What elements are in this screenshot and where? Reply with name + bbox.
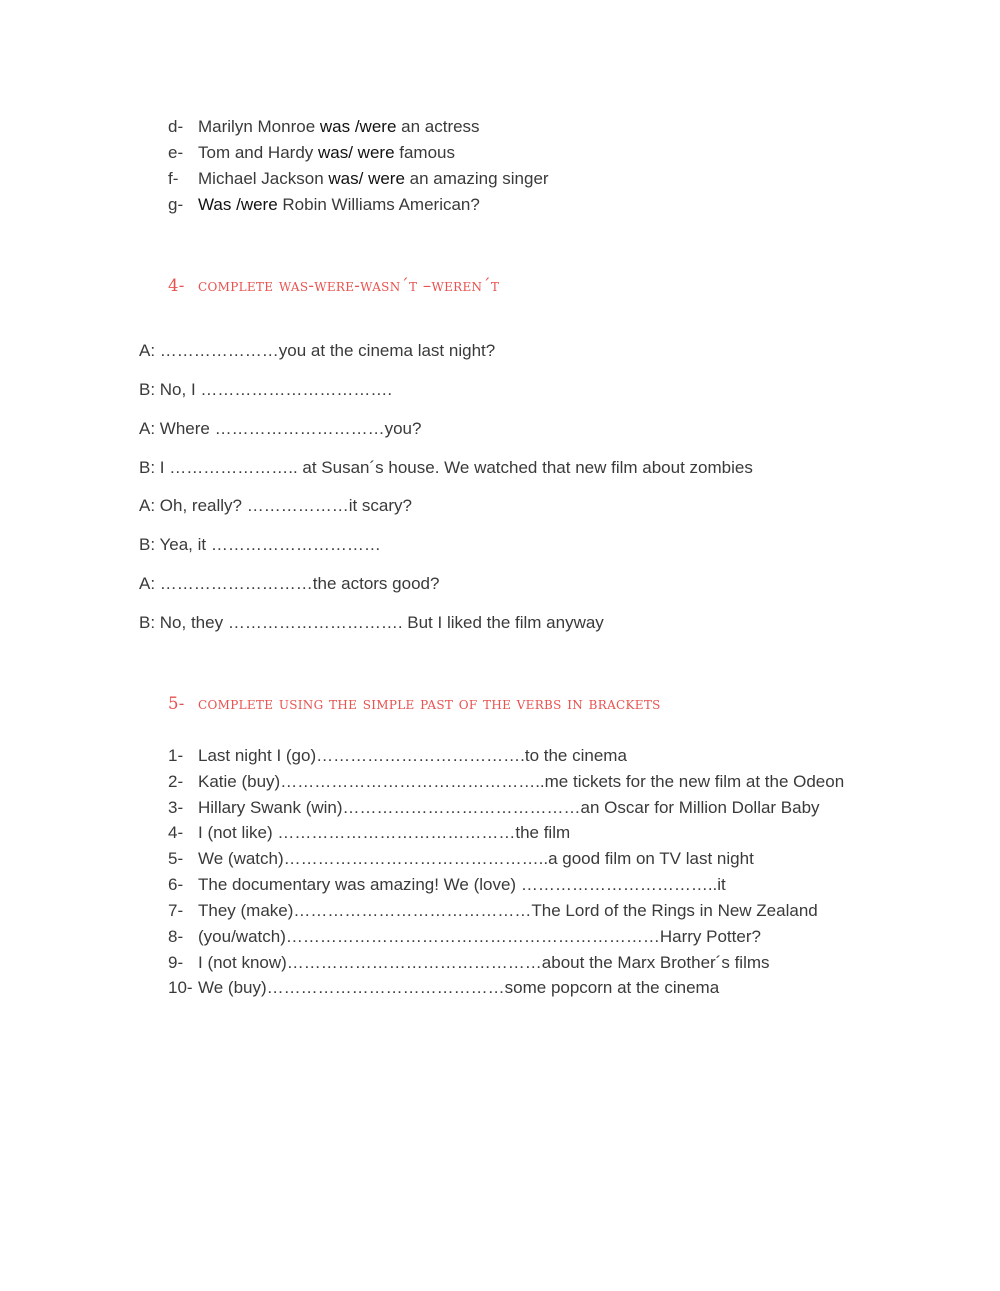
item-label: 8- <box>168 927 184 946</box>
section-title: complete using the simple past of the verbs in brackets <box>198 694 661 713</box>
item-label: 7- <box>168 901 184 920</box>
item-choice: Was /were <box>198 195 278 214</box>
dialog-line: A: …………………you at the cinema last night? <box>139 341 496 360</box>
item-label: 2- <box>168 772 184 791</box>
section-number: 5- <box>168 694 185 713</box>
item-text-post: Robin Williams American? <box>277 195 480 214</box>
item-text: I (not like) ……………………………………the film <box>198 823 571 842</box>
item-text: Hillary Swank (win)……………………………………an Oscar for Million Dollar Baby <box>198 798 820 817</box>
item-label: f- <box>168 169 179 188</box>
section-4-heading <box>168 276 868 298</box>
item-text <box>198 168 549 190</box>
item-text-pre: Marilyn Monroe <box>198 117 320 136</box>
item-text: The documentary was amazing! We (love) ……………………………..it <box>198 875 726 894</box>
item-text-post: an amazing singer <box>404 169 549 188</box>
item-text-post: famous <box>394 143 456 162</box>
item-text <box>198 116 480 138</box>
item-text: Katie (buy)………………………………………..me tickets for the new film at the Odeon <box>198 772 845 791</box>
item-label: d- <box>168 117 184 136</box>
item-label: 3- <box>168 798 184 817</box>
dialog-line: A: ………………………the actors good? <box>139 574 440 593</box>
dialog-line: A: Where …………………………you? <box>139 419 422 438</box>
item-text: They (make)……………………………………The Lord of the Rings in New Zealand <box>198 901 818 920</box>
item-choice: was/ were <box>328 169 405 188</box>
item-label: 5- <box>168 849 184 868</box>
item-choice: was/ were <box>318 143 395 162</box>
section-5-heading <box>168 694 928 716</box>
item-label: g- <box>168 195 184 214</box>
item-text: We (watch)………………………………………..a good film on TV last night <box>198 849 754 868</box>
item-label: 1- <box>168 746 184 765</box>
dialog-line: A: Oh, really? ………………it scary? <box>139 496 413 515</box>
item-text <box>198 194 480 216</box>
item-text-pre: Tom and Hardy <box>198 143 318 162</box>
item-text-pre: Michael Jackson <box>198 169 329 188</box>
item-label: 10- <box>168 978 193 997</box>
item-text: Last night I (go)……………………………….to the cinema <box>198 746 627 765</box>
item-label: 4- <box>168 823 184 842</box>
item-choice: was /were <box>319 117 397 136</box>
dialog-line: B: No, they …………………………. But I liked the film anyway <box>139 613 604 632</box>
item-text: (you/watch)…………………………………………………………Harry Potter? <box>198 927 761 946</box>
item-text: I (not know)………………………………………about the Marx Brother´s films <box>198 953 770 972</box>
dialog-line: B: No, I ……………………………. <box>139 380 393 399</box>
item-text-post: an actress <box>396 117 480 136</box>
item-text <box>198 142 455 164</box>
item-label: e- <box>168 143 184 162</box>
item-label: 6- <box>168 875 184 894</box>
dialog-line: B: Yea, it ………………………… <box>139 535 381 554</box>
section-number: 4- <box>168 276 185 295</box>
dialog-line: B: I ………………….. at Susan´s house. We watched that new film about zombies <box>139 458 753 477</box>
item-text: We (buy)……………………………………some popcorn at the cinema <box>198 978 720 997</box>
item-label: 9- <box>168 953 184 972</box>
section-title: complete was-were-wasn´t –weren´t <box>198 276 500 295</box>
